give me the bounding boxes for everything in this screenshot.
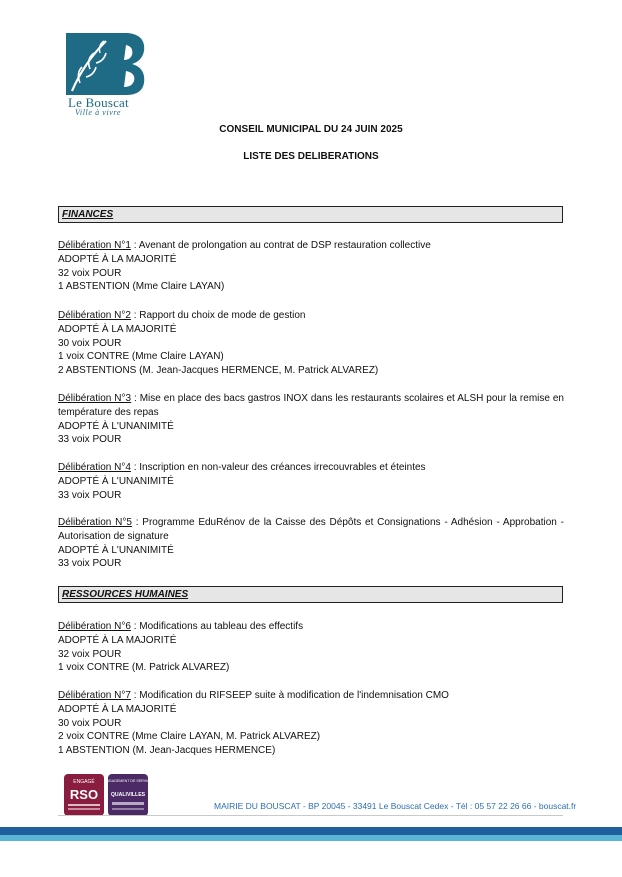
logo-name: Le Bouscat	[68, 95, 129, 110]
vote-count: 1 ABSTENTION (Mme Claire LAYAN)	[58, 281, 225, 293]
vote-count: 33 voix POUR	[58, 558, 122, 570]
footer-address: MAIRIE DU BOUSCAT - BP 20045 - 33491 Le Bouscat Cedex - Tél : 05 57 22 26 66 - bouscat.fr	[214, 801, 577, 811]
vote-count: 33 voix POUR	[58, 489, 122, 501]
vote-count: 1 ABSTENTION (M. Jean-Jacques HERMENCE)	[58, 745, 276, 757]
document-title: CONSEIL MUNICIPAL DU 24 JUIN 2025	[219, 124, 403, 135]
deliberation-5	[58, 516, 564, 571]
deliberation-subject: : Modifications au tableau des effectifs	[130, 621, 304, 632]
rso-badge-main: RSO	[69, 787, 99, 802]
vote-count: 32 voix POUR	[58, 648, 122, 660]
deliberation-number: Délibération N°5	[58, 517, 132, 528]
vote-count: 30 voix POUR	[58, 717, 122, 729]
certification-badges	[64, 774, 154, 818]
logo-tagline: Ville à vivre	[75, 108, 122, 117]
document-subtitle: LISTE DES DELIBERATIONS	[243, 151, 379, 162]
section-header-finances: FINANCES	[58, 206, 563, 223]
deliberation-subject: : Modification du RIFSEEP suite à modification de l'indemnisation CMO	[130, 690, 449, 701]
deliberation-1	[58, 239, 564, 294]
rso-badge-icon	[64, 774, 104, 816]
deliberation-subject: : Programme EduRénov de la Caisse des Dépôts et Consignations - Adhésion - Approbation - Autorisation de signature	[58, 517, 564, 542]
vote-count: 2 voix CONTRE (Mme Claire LAYAN, M. Patrick ALVAREZ)	[58, 731, 321, 743]
vote-result: ADOPTÉ À LA MAJORITÉ	[58, 703, 177, 715]
deliberation-number: Délibération N°4	[58, 462, 131, 473]
vote-count: 30 voix POUR	[58, 337, 122, 349]
deliberation-number: Délibération N°7	[58, 690, 131, 701]
footer-band-dark	[0, 827, 622, 835]
deliberation-4	[58, 461, 564, 502]
rso-badge-top: ENGAGÉ	[73, 779, 95, 785]
deliberation-subject: : Rapport du choix de mode de gestion	[130, 310, 306, 321]
page-bottom	[0, 841, 622, 877]
vote-result: ADOPTÉ À L'UNANIMITÉ	[58, 475, 174, 487]
deliberation-2	[58, 309, 564, 378]
vote-count: 33 voix POUR	[58, 434, 122, 446]
vote-count: 2 ABSTENTIONS (M. Jean-Jacques HERMENCE, M. Patrick ALVAREZ)	[58, 365, 379, 377]
vote-count: 1 voix CONTRE (Mme Claire LAYAN)	[58, 351, 224, 363]
section-header-ressources-humaines: RESSOURCES HUMAINES	[58, 586, 563, 603]
deliberation-7	[58, 689, 564, 758]
deliberation-number: Délibération N°6	[58, 621, 131, 632]
deliberation-subject: : Mise en place des bacs gastros INOX dans les restaurants scolaires et ALSH pour la remise en température des repas	[58, 393, 564, 418]
deliberation-number: Délibération N°1	[58, 240, 131, 251]
deliberation-number: Délibération N°3	[58, 393, 132, 404]
deliberation-6	[58, 620, 564, 675]
footer-divider	[58, 815, 563, 816]
vote-result: ADOPTÉ À L'UNANIMITÉ	[58, 420, 174, 432]
qualivilles-badge-icon	[103, 774, 153, 816]
vote-count: 32 voix POUR	[58, 267, 122, 279]
deliberation-number: Délibération N°2	[58, 310, 131, 321]
qualivilles-badge-main: QUALIVILLES	[110, 792, 146, 798]
vote-result: ADOPTÉ À LA MAJORITÉ	[58, 323, 177, 335]
vote-result: ADOPTÉ À LA MAJORITÉ	[58, 253, 177, 265]
deliberation-3	[58, 392, 564, 447]
vote-result: ADOPTÉ À LA MAJORITÉ	[58, 634, 177, 646]
vote-result: ADOPTÉ À L'UNANIMITÉ	[58, 544, 174, 556]
deliberation-subject: : Avenant de prolongation au contrat de DSP restauration collective	[130, 240, 431, 251]
deliberation-subject: : Inscription en non-valeur des créances irrecouvrables et éteintes	[130, 462, 426, 473]
vote-count: 1 voix CONTRE (M. Patrick ALVAREZ)	[58, 662, 230, 674]
qualivilles-badge-top: ENGAGEMENT DE SERVICE	[103, 779, 153, 783]
